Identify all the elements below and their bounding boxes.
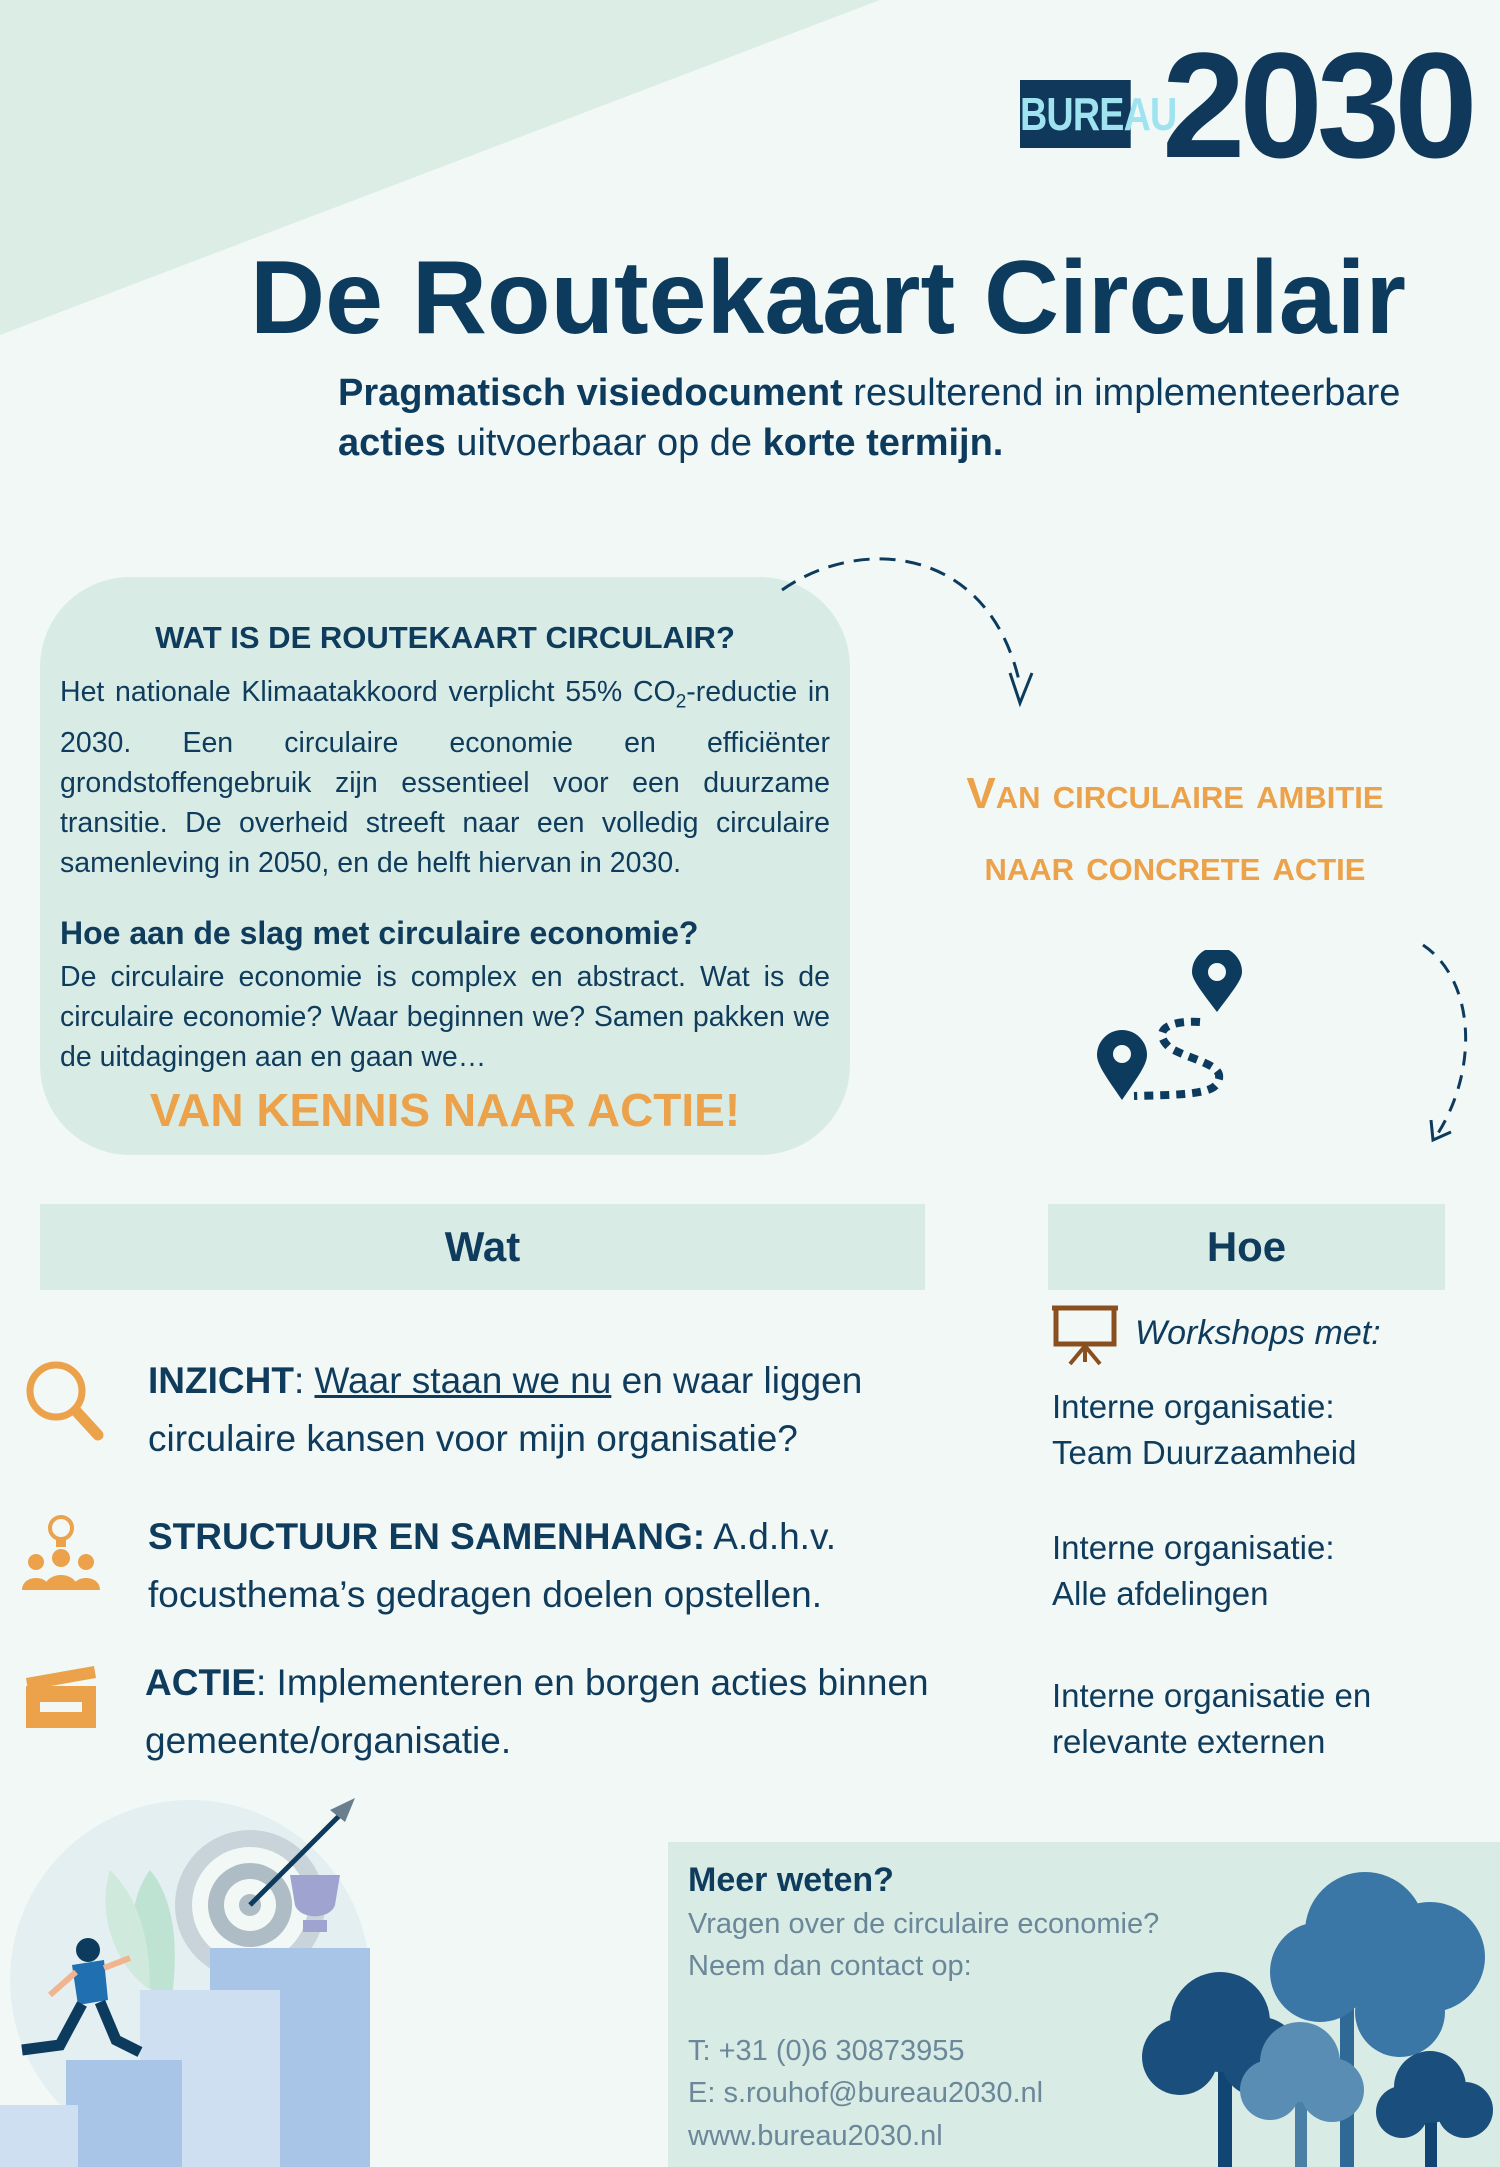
hoe-item-1-line2: Team Duurzaamheid	[1052, 1434, 1357, 1471]
contact-email[interactable]: E: s.rouhof@bureau2030.nl	[688, 2077, 1044, 2109]
hoe-item-3	[1052, 1673, 1472, 1765]
wat-item-3-label: ACTIE	[145, 1662, 256, 1703]
contact-website[interactable]: www.bureau2030.nl	[688, 2120, 943, 2152]
info-p1-b: -reductie in 2030. Een circulaire economie en efficiënter grondstoffengebruik zijn essentieel voor een duurzame transitie. De overheid streeft naar een volledig circulaire samenleving in 2050, en de helft hiervan in 2030.	[60, 676, 831, 879]
info-paragraph-2: De circulaire economie is complex en abstract. Wat is de circulaire economie? Waar beginnen we? Samen pakken we de uitdagingen aan en gaan we…	[60, 961, 830, 1073]
hoe-item-2-line1: Interne organisatie:	[1052, 1529, 1335, 1566]
subtitle-text-2: uitvoerbaar op de	[445, 422, 763, 464]
subtitle-bold-3: korte termijn.	[762, 422, 1004, 464]
subtitle-bold-2: acties	[338, 422, 446, 464]
wat-item-3-rest: : Implementeren en borgen acties binnen gemeente/organisatie.	[145, 1662, 929, 1761]
workshops-label: Workshops met:	[1135, 1314, 1381, 1352]
wat-item-structuur	[148, 1508, 948, 1624]
info-p1-a: Het nationale Klimaatakkoord verplicht 55% CO	[60, 676, 676, 708]
hoe-item-1-line1: Interne organisatie:	[1052, 1388, 1335, 1425]
info-heading: WAT IS DE ROUTEKAART CIRCULAIR?	[155, 620, 735, 655]
subtitle	[338, 368, 1478, 468]
team-idea-icon	[20, 1512, 102, 1592]
dashed-arrow-right-icon	[1415, 940, 1485, 1145]
hoe-item-2	[1052, 1525, 1472, 1617]
ambitie-heading	[880, 758, 1470, 902]
info-heading-2: Hoe aan de slag met circulaire economie?	[60, 915, 699, 951]
wat-item-1-label: INZICHT	[148, 1360, 294, 1401]
hoe-item-2-line2: Alle afdelingen	[1052, 1575, 1269, 1612]
wat-item-1-underlined: Waar staan we nu	[314, 1360, 612, 1401]
wat-item-inzicht	[148, 1352, 948, 1468]
route-map-icon	[1090, 950, 1270, 1105]
logo-2030: 2030	[1162, 21, 1472, 189]
wat-header: Wat	[40, 1204, 925, 1290]
ambitie-line-1: Van circulaire ambitie	[966, 769, 1384, 818]
contact-heading: Meer weten?	[688, 1861, 894, 1899]
clapperboard-icon	[24, 1664, 100, 1730]
wat-item-2-label: STRUCTUUR EN SAMENHANG:	[148, 1516, 706, 1557]
trees-illustration	[1140, 1862, 1500, 2167]
page-title: De Routekaart Circulair	[250, 240, 1406, 356]
hoe-header: Hoe	[1048, 1204, 1445, 1290]
goal-illustration	[0, 1790, 380, 2167]
info-paragraph-1	[60, 672, 830, 883]
wat-item-1-sep: :	[293, 1360, 315, 1401]
presentation-board-icon	[1050, 1302, 1120, 1368]
logo-bureau: BUREAU	[1020, 80, 1131, 148]
ambitie-line-2: naar concrete actie	[984, 841, 1366, 890]
subtitle-text-1: resulterend in implementeerbare	[842, 372, 1401, 414]
hoe-item-3-line2: relevante externen	[1052, 1723, 1326, 1760]
hoe-item-3-line1: Interne organisatie en	[1052, 1677, 1372, 1714]
info-p1-sub: 2	[675, 691, 687, 713]
wat-item-1-rest: en waar liggen circulaire kansen voor mijn organisatie?	[148, 1360, 863, 1459]
contact-line-2: Neem dan contact op:	[688, 1950, 972, 1982]
contact-line-1: Vragen over de circulaire economie?	[688, 1908, 1160, 1940]
info-cta: VAN KENNIS NAAR ACTIE!	[149, 1084, 741, 1136]
wat-item-2-rest: A.d.h.v. focusthema’s gedragen doelen opstellen.	[148, 1516, 836, 1615]
dashed-arrow-icon	[770, 545, 1040, 715]
wat-item-actie	[145, 1654, 945, 1770]
hoe-item-1	[1052, 1384, 1472, 1476]
subtitle-bold-1: Pragmatisch visiedocument	[338, 372, 843, 414]
search-icon	[20, 1355, 105, 1445]
contact-phone[interactable]: T: +31 (0)6 30873955	[688, 2035, 965, 2067]
